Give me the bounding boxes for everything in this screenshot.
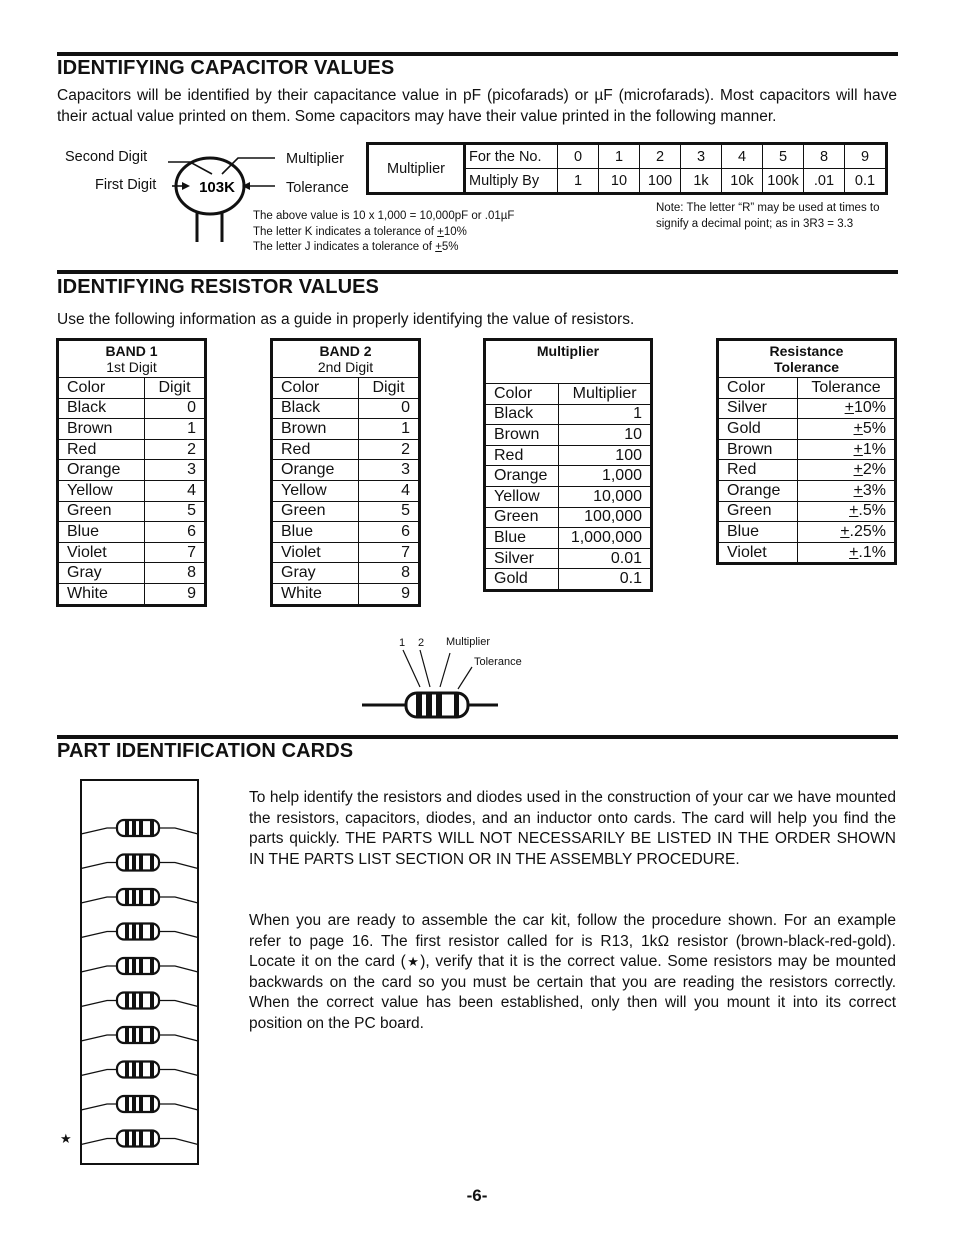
table-row: Gray 8 bbox=[58, 563, 206, 584]
table-row: Brown 1 bbox=[58, 419, 206, 440]
table-row: Orange 3 bbox=[58, 460, 206, 481]
cards-paragraph-1: To help identify the resistors and diodes used in the construction of your car we have mounted the resistors, capacitors, diodes, and an inductor onto cards. The card will help you find the parts quickly. THE PARTS WILL NOT NECESSARILY BE LISTED IN THE ORDER SHOWN IN THE PARTS LIST SECTION OR IN THE ASSEMBLY PROCEDURE. bbox=[249, 789, 896, 868]
second-digit-label: Second Digit bbox=[65, 149, 148, 165]
table-row: Green 5 bbox=[58, 501, 206, 522]
table-row: Green +.5% bbox=[718, 501, 896, 522]
table-row: Brown +1% bbox=[718, 439, 896, 460]
first-digit-label: First Digit bbox=[95, 177, 157, 193]
table-row: Black 0 bbox=[58, 398, 206, 419]
table-row: Brown 10 bbox=[485, 425, 652, 446]
table-row: Silver 0.01 bbox=[485, 548, 652, 569]
band2-table: BAND 2 2nd Digit Color Digit Black 0 Brown 1 Red 2 Orange 3 Yellow 4 Green 5 Blue 6 Violet 7 Gray 8 White 9 bbox=[270, 338, 421, 607]
part-identification-card bbox=[55, 778, 205, 1168]
table-row: Orange +3% bbox=[718, 480, 896, 501]
multiplier-table: Multiplier Color Multiplier Black 1 Brown 10 Red 100 Orange 1,000 Yellow 10,000 Green 100,000 Blue 1,000,000 Silver 0.01 Gold 0.1 bbox=[483, 338, 653, 592]
table-row: Gold 0.1 bbox=[485, 569, 652, 591]
table-row: Blue 6 bbox=[272, 522, 420, 543]
resistor-intro: Use the following information as a guide in properly identifying the value of resistors. bbox=[57, 311, 635, 328]
band1-table: BAND 1 1st Digit Color Digit Black 0 Brown 1 Red 2 Orange 3 Yellow 4 Green 5 Blue 6 Violet 7 Gray 8 White 9 bbox=[56, 338, 207, 607]
multiplier-row-header: Multiplier bbox=[368, 144, 465, 194]
table-row: Black 1 bbox=[485, 404, 652, 425]
table-row: Silver +10% bbox=[718, 398, 896, 419]
card-star: ★ bbox=[60, 1131, 72, 1146]
capacitor-multiplier-table: Multiplier For the No. 0 1 2 3 4 5 8 9 Multiply By 1 10 100 1k 10k 100k .01 0.1 bbox=[366, 142, 888, 195]
table-row: Red 100 bbox=[485, 445, 652, 466]
table-row: Orange 1,000 bbox=[485, 466, 652, 487]
star-icon: ★ bbox=[405, 954, 421, 970]
band-label-tolerance: Tolerance bbox=[474, 656, 522, 668]
resistor-band-diagram bbox=[360, 645, 500, 720]
cards-paragraph-2: When you are ready to assemble the car kit, follow the procedure shown. For an example refer to page 16. The first resistor called for is R13, 1kΩ resistor (brown-black-red-gold). Locate it on the card (★), verify that it is the correct value. Some resistors may be mounted backwards on the card so you must be certain that you are reading the resistors correctly. When the correct value has been established, only then will you mount it into its correct position on the PC board. bbox=[249, 912, 897, 1032]
table-row: Yellow 4 bbox=[272, 480, 420, 501]
section-rule bbox=[57, 52, 898, 56]
capacitor-intro: Capacitors will be identified by their capacitance value in pF (picofarads) or µF (microfarads). Most capacitors will have their actual value printed on them. Some capacitors may have their value printed in the following manner. bbox=[57, 87, 897, 125]
multiplier-label: Multiplier bbox=[286, 151, 345, 167]
table-row: Black 0 bbox=[272, 398, 420, 419]
table-row: Violet 7 bbox=[272, 542, 420, 563]
page-number: -6- bbox=[466, 1186, 488, 1205]
table-row: White 9 bbox=[58, 583, 206, 605]
cards-heading: PART IDENTIFICATION CARDS bbox=[57, 740, 354, 762]
table-row: Orange 3 bbox=[272, 460, 420, 481]
band-label-1: 1 bbox=[399, 637, 406, 649]
table-row: Violet 7 bbox=[58, 542, 206, 563]
tolerance-table: Resistance Tolerance Color Tolerance Silver +10% Gold +5% Brown +1% Red +2% Orange +3% Green +.5% Blue +.25% Violet +.1% bbox=[716, 338, 897, 565]
table-row: Green 5 bbox=[272, 501, 420, 522]
table-row: Gray 8 bbox=[272, 563, 420, 584]
capacitor-note: The above value is 10 x 1,000 = 10,000pF or .01µF The letter K indicates a tolerance of +10% The letter J indicates a tolerance of +5% bbox=[253, 210, 515, 253]
table-row: Red +2% bbox=[718, 460, 896, 481]
band-label-multiplier: Multiplier bbox=[446, 636, 491, 648]
capacitor-marking: 103K bbox=[199, 179, 235, 196]
resistor-heading: IDENTIFYING RESISTOR VALUES bbox=[57, 276, 379, 298]
table-row: Violet +.1% bbox=[718, 542, 896, 564]
table-row: Blue 1,000,000 bbox=[485, 528, 652, 549]
table-row: White 9 bbox=[272, 583, 420, 605]
table-row: Blue +.25% bbox=[718, 522, 896, 543]
table-row: Yellow 10,000 bbox=[485, 486, 652, 507]
r-decimal-note: Note: The letter “R” may be used at times to signify a decimal point; as in 3R3 = 3.3 bbox=[656, 202, 880, 230]
table-row: Green 100,000 bbox=[485, 507, 652, 528]
section-rule bbox=[57, 735, 898, 739]
table-row: Brown 1 bbox=[272, 419, 420, 440]
band-label-2: 2 bbox=[418, 637, 425, 649]
tolerance-label: Tolerance bbox=[286, 180, 349, 196]
table-row: Red 2 bbox=[58, 439, 206, 460]
table-row: Gold +5% bbox=[718, 419, 896, 440]
table-row: Red 2 bbox=[272, 439, 420, 460]
table-row: Yellow 4 bbox=[58, 480, 206, 501]
table-row: Blue 6 bbox=[58, 522, 206, 543]
capacitor-heading: IDENTIFYING CAPACITOR VALUES bbox=[57, 57, 395, 79]
section-rule bbox=[57, 270, 898, 274]
